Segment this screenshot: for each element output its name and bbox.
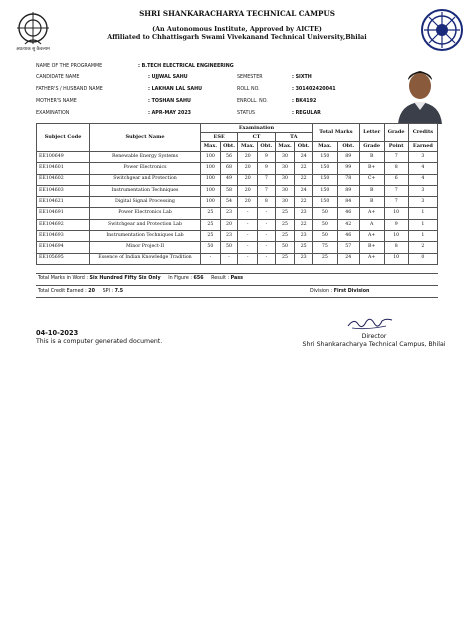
cell-ta-max: 30	[275, 174, 295, 185]
cell-total-max: 150	[312, 185, 337, 196]
cell-grade-point: 8	[384, 242, 408, 253]
table-row	[37, 231, 438, 242]
cell-ta-obt: 25	[295, 242, 313, 253]
cell-letter-grade: C+	[359, 174, 384, 185]
table-row	[37, 242, 438, 253]
table-row	[37, 152, 438, 163]
cell-ta-obt: 22	[295, 163, 313, 174]
cell-ct-max: 20	[238, 197, 258, 208]
cell-ct-obt: 9	[258, 163, 276, 174]
cell-credits-earned: 2	[408, 242, 437, 253]
cell-ct-max: 20	[238, 163, 258, 174]
cell-credits-earned: 1	[408, 231, 437, 242]
cell-ct-obt: -	[258, 253, 276, 264]
header-credits: Credits	[408, 124, 437, 142]
cell-subject-code: EE104691	[37, 208, 90, 219]
cell-credits-earned: 1	[408, 208, 437, 219]
programme-label: NAME OF THE PROGRAMME	[36, 64, 103, 69]
university-logo-right	[420, 8, 464, 52]
cell-ese-obt: -	[220, 253, 238, 264]
cell-ta-max: 30	[275, 197, 295, 208]
cell-subject-name: Power Electronics Lab	[90, 208, 201, 219]
affiliation: Affiliated to Chhattisgarh Swami Vivekanand Technical University,Bhilai	[107, 33, 367, 41]
total-marks-summary	[38, 276, 243, 281]
father-label: FATHER'S / HUSBAND NAME	[36, 87, 103, 92]
cell-ta-max: 25	[275, 219, 295, 230]
header-subject-name: Subject Name	[90, 124, 201, 152]
cell-subject-name: Instrumentation Techniques Lab	[90, 231, 201, 242]
credit-label: Total Credit Earned :	[38, 289, 87, 294]
table-row	[37, 253, 438, 264]
cell-ta-obt: 22	[295, 219, 313, 230]
table-row	[37, 185, 438, 196]
header-ta: TA	[275, 133, 312, 142]
cell-ese-obt: 54	[220, 197, 238, 208]
cell-ese-max: 50	[201, 242, 221, 253]
cell-total-max: 150	[312, 197, 337, 208]
cell-ese-obt: 23	[220, 208, 238, 219]
table-row	[37, 208, 438, 219]
status-label: STATUS	[237, 111, 255, 116]
cell-ta-obt: 23	[295, 231, 313, 242]
cell-subject-code: EE104621	[37, 197, 90, 208]
cell-subject-name: Essence of Indian Knowledge Tradition	[90, 253, 201, 264]
student-photo	[394, 64, 446, 124]
cell-ese-max: 100	[201, 174, 221, 185]
candidate-value: : UJJWAL SAHU	[148, 75, 188, 80]
cell-credits-earned: 3	[408, 197, 437, 208]
cell-ct-max: -	[238, 231, 258, 242]
cell-ta-max: 25	[275, 208, 295, 219]
cell-ta-obt: 23	[295, 208, 313, 219]
cell-total-max: 50	[312, 219, 337, 230]
cell-ct-obt: 9	[258, 152, 276, 163]
cell-credits-earned: 4	[408, 174, 437, 185]
cell-grade-point: 7	[384, 152, 408, 163]
exam-value: : APR-MAY 2023	[148, 111, 192, 116]
cell-ta-obt: 24	[295, 152, 313, 163]
cell-ta-max: 25	[275, 231, 295, 242]
cell-ese-obt: 68	[220, 163, 238, 174]
cell-ta-max: 25	[275, 253, 295, 264]
cell-credits-earned: 4	[408, 163, 437, 174]
credit-value: 20	[88, 289, 95, 294]
cell-total-obt: 78	[337, 174, 359, 185]
cell-letter-grade: A+	[359, 253, 384, 264]
cell-total-max: 25	[312, 253, 337, 264]
divider	[36, 273, 438, 274]
division-label: Division :	[310, 289, 333, 294]
header-total-obt: Obt.	[337, 142, 359, 152]
cell-grade-point: 7	[384, 197, 408, 208]
cell-ct-obt: -	[258, 242, 276, 253]
mother-label: MOTHER'S NAME	[36, 99, 77, 104]
cell-subject-name: Renewable Energy Systems	[90, 152, 201, 163]
cell-ct-max: -	[238, 253, 258, 264]
enroll-value: : BK4192	[292, 99, 317, 104]
cell-subject-code: EE104694	[37, 242, 90, 253]
cell-ese-obt: 58	[220, 185, 238, 196]
cell-grade-point: 10	[384, 208, 408, 219]
total-words-label: Total Marks in Word :	[38, 276, 88, 281]
cell-subject-name: Switchgear and Protection	[90, 174, 201, 185]
header-examination: Examination	[201, 124, 313, 133]
spi-value: 7.5	[114, 289, 124, 294]
cell-ese-max: 25	[201, 231, 221, 242]
spi-label: SPI :	[102, 289, 114, 294]
cell-ct-obt: -	[258, 219, 276, 230]
enroll-label: ENROLL. NO.	[237, 99, 268, 104]
cell-grade-point: 10	[384, 253, 408, 264]
cell-letter-grade: B	[359, 185, 384, 196]
cell-subject-code: EE100649	[37, 152, 90, 163]
cell-subject-code: EE105695	[37, 253, 90, 264]
cell-ta-obt: 22	[295, 174, 313, 185]
division-value: First Division	[333, 289, 370, 294]
cell-ese-obt: 50	[220, 242, 238, 253]
marks-table	[36, 123, 438, 265]
cell-credits-earned: 3	[408, 152, 437, 163]
header-credits-earned: Earned	[408, 142, 437, 152]
cell-grade-point: 7	[384, 185, 408, 196]
cell-ese-obt: 20	[220, 219, 238, 230]
header-ct-obt: Obt.	[258, 142, 276, 152]
cell-ct-obt: -	[258, 231, 276, 242]
cell-total-obt: 24	[337, 253, 359, 264]
table-row	[37, 197, 438, 208]
cell-ct-max: 20	[238, 152, 258, 163]
status-value: : REGULAR	[292, 111, 321, 116]
result-label: Result :	[211, 276, 230, 281]
cell-ese-max: 100	[201, 163, 221, 174]
cell-ese-max: 100	[201, 152, 221, 163]
cell-total-obt: 89	[337, 185, 359, 196]
cell-credits-earned: 3	[408, 185, 437, 196]
cell-ta-max: 30	[275, 152, 295, 163]
cell-letter-grade: A+	[359, 231, 384, 242]
semester-value: : SIXTH	[292, 75, 312, 80]
divider	[36, 297, 438, 298]
cell-ta-obt: 23	[295, 253, 313, 264]
result-value: Pass	[230, 276, 243, 281]
header-total-marks: Total Marks	[312, 124, 359, 142]
roll-value: : 301402420041	[292, 87, 336, 92]
header-total-max: Max.	[312, 142, 337, 152]
cell-total-obt: 57	[337, 242, 359, 253]
cell-letter-grade: B+	[359, 163, 384, 174]
campus-name: Shri Shankaracharya Technical Campus, Bhilai	[302, 341, 446, 348]
cell-subject-name: Minor Project-II	[90, 242, 201, 253]
director-title: Director	[361, 333, 387, 340]
cell-subject-code: EE104693	[37, 231, 90, 242]
cell-letter-grade: A+	[359, 208, 384, 219]
candidate-label: CANDIDATE NAME	[36, 75, 80, 80]
roll-label: ROLL NO.	[237, 87, 260, 92]
marks-table-body	[37, 152, 438, 265]
header-ta-obt: Obt.	[295, 142, 313, 152]
cell-ct-obt: 7	[258, 185, 276, 196]
cell-letter-grade: B+	[359, 242, 384, 253]
header-ta-max: Max.	[275, 142, 295, 152]
in-figure-label: In Figure :	[168, 276, 192, 281]
header-grade-point: Point	[384, 142, 408, 152]
cell-grade-point: 6	[384, 174, 408, 185]
cell-ta-max: 30	[275, 163, 295, 174]
logo-motto: अप्रत्याक सु कैवल्यम	[16, 47, 50, 52]
institute-name: SHRI SHANKARACHARYA TECHNICAL CAMPUS	[139, 9, 335, 18]
cell-letter-grade: B	[359, 152, 384, 163]
cell-ct-max: 20	[238, 174, 258, 185]
generated-note: This is a computer generated document.	[36, 338, 163, 345]
cell-letter-grade: B	[359, 197, 384, 208]
header-ese-max: Max.	[201, 142, 221, 152]
cell-total-max: 150	[312, 174, 337, 185]
cell-ta-obt: 24	[295, 185, 313, 196]
header-ese: ESE	[201, 133, 238, 142]
cell-ese-obt: 56	[220, 152, 238, 163]
cell-ese-max: 25	[201, 219, 221, 230]
cell-ct-max: -	[238, 242, 258, 253]
header-ct-max: Max.	[238, 142, 258, 152]
cell-ese-max: 25	[201, 208, 221, 219]
cell-credits-earned: 0	[408, 253, 437, 264]
father-value: : LAKHAN LAL SAHU	[148, 87, 203, 92]
cell-ese-obt: 23	[220, 231, 238, 242]
table-row	[37, 219, 438, 230]
cell-total-max: 75	[312, 242, 337, 253]
cell-total-max: 150	[312, 163, 337, 174]
cell-total-max: 50	[312, 208, 337, 219]
cell-total-max: 50	[312, 231, 337, 242]
in-figure-value: 656	[193, 276, 204, 281]
cell-ese-obt: 49	[220, 174, 238, 185]
cell-ct-max: 20	[238, 185, 258, 196]
total-words-value: Six Hundred Fifty Six Only	[89, 276, 161, 281]
table-row	[37, 174, 438, 185]
header-ese-obt: Obt.	[220, 142, 238, 152]
cell-subject-name: Switchgear and Protection Lab	[90, 219, 201, 230]
divider	[36, 285, 438, 286]
director-signature	[346, 314, 394, 332]
header-letter-grade: Grade	[359, 142, 384, 152]
issue-date: 04-10-2023	[36, 329, 79, 337]
cell-total-obt: 46	[337, 231, 359, 242]
cell-ese-max: 100	[201, 197, 221, 208]
cell-ese-max: 100	[201, 185, 221, 196]
header-letter: Letter	[359, 124, 384, 142]
cell-ct-obt: 8	[258, 197, 276, 208]
cell-ct-max: -	[238, 219, 258, 230]
cell-total-obt: 84	[337, 197, 359, 208]
cell-ese-max: -	[201, 253, 221, 264]
cell-total-obt: 42	[337, 219, 359, 230]
cell-subject-code: EE104602	[37, 174, 90, 185]
cell-total-obt: 89	[337, 152, 359, 163]
cell-ct-obt: -	[258, 208, 276, 219]
cell-grade-point: 10	[384, 231, 408, 242]
cell-total-obt: 46	[337, 208, 359, 219]
cell-grade-point: 8	[384, 163, 408, 174]
programme-value: : B.TECH ELECTRICAL ENGINEERING	[138, 64, 234, 69]
header-ct: CT	[238, 133, 275, 142]
exam-label: EXAMINATION	[36, 111, 70, 116]
cell-total-obt: 99	[337, 163, 359, 174]
cell-ta-obt: 22	[295, 197, 313, 208]
institute-subtitle: (An Autonomous Institute, Approved by AICTE)	[152, 25, 322, 33]
cell-subject-code: EE104692	[37, 219, 90, 230]
cell-total-max: 150	[312, 152, 337, 163]
cell-subject-code: EE104603	[37, 185, 90, 196]
header-subject-code: Subject Code	[37, 124, 90, 152]
table-row	[37, 163, 438, 174]
cell-subject-name: Digital Signal Processing	[90, 197, 201, 208]
cell-letter-grade: A	[359, 219, 384, 230]
cell-ct-obt: 7	[258, 174, 276, 185]
cell-subject-name: Instrumentation Techniques	[90, 185, 201, 196]
semester-label: SEMESTER	[237, 75, 263, 80]
cell-grade-point: 9	[384, 219, 408, 230]
credit-summary	[38, 289, 123, 294]
division-summary	[310, 289, 369, 294]
mother-value: : TOSHAN SAHU	[148, 99, 191, 104]
cell-subject-name: Power Electronics	[90, 163, 201, 174]
cell-ta-max: 30	[275, 185, 295, 196]
cell-ct-max: -	[238, 208, 258, 219]
cell-ta-max: 50	[275, 242, 295, 253]
header-grade: Grade	[384, 124, 408, 142]
cell-subject-code: EE104601	[37, 163, 90, 174]
cell-credits-earned: 1	[408, 219, 437, 230]
